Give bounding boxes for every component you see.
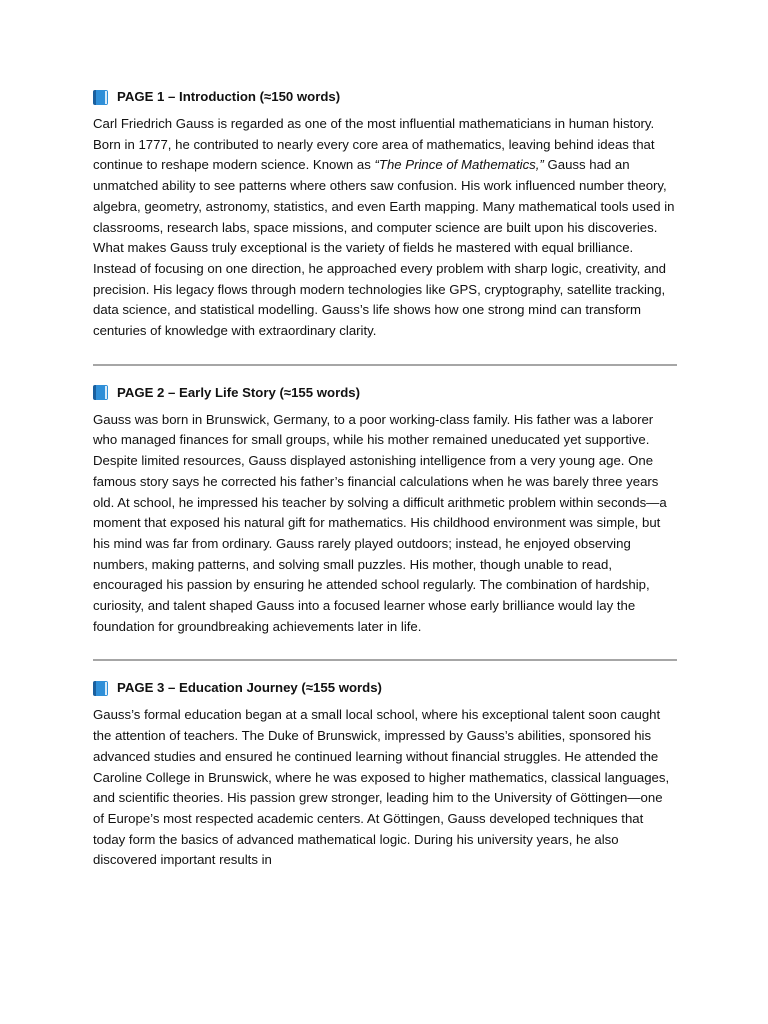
document-page [93,86,677,871]
section-paragraph [93,114,677,342]
blue-book-icon [93,385,108,400]
paragraph-text: Gauss had an unmatched ability to see patterns where others saw confusion. His work influenced number theory, algebra, geometry, astronomy, statistics, and even Earth mapping. Many mathematical tools used in classrooms, research labs, space missions, and computer science are built upon his discoveries. What makes Gauss truly exceptional is the variety of fields he mastered with equal brilliance. Instead of focusing on one direction, he approached every problem with sharp logic, creativity, and precision. His legacy flows through modern technologies like GPS, cryptography, satellite tracking, data science, and statistical modelling. Gauss’s life shows how one strong mind can transform centuries of knowledge with extraordinary clarity. [93,157,675,339]
blue-book-icon [93,90,108,105]
section-heading [93,382,677,404]
section-divider [93,364,677,366]
blue-book-icon [93,681,108,696]
section-heading-text: PAGE 1 – Introduction (≈150 words) [117,89,341,104]
section-education [93,677,677,871]
italic-quote: “The Prince of Mathematics,” [374,157,544,173]
paragraph-text: Carl Friedrich Gauss is regarded as one of the most influential mathematicians in human history. Born in 1777, he contributed to nearly every core area of mathematics, leaving behind ideas that continue to reshape modern science. Known as [93,116,655,173]
section-heading [93,677,677,699]
section-early-life [93,382,677,638]
section-heading-text: PAGE 3 – Education Journey (≈155 words) [117,680,382,696]
section-heading [93,86,677,108]
section-paragraph: Gauss’s formal education began at a small local school, where his exceptional talent soon caught the attention of teachers. The Duke of Brunswick, impressed by Gauss’s abilities, sponsored his advanced studies and ensured he continued learning without financial struggles. He attended the Caroline College in Brunswick, where he was exposed to higher mathematics, classical languages, and scientific theories. His passion grew stronger, leading him to the University of Göttingen—one of Europe’s most respected academic centers. At Göttingen, Gauss developed techniques that today form the basics of advanced mathematical logic. During his university years, he also discovered important results in [93,707,670,868]
section-heading-text: PAGE 2 – Early Life Story (≈155 words) [117,384,360,400]
section-introduction [93,86,677,342]
section-paragraph: Gauss was born in Brunswick, Germany, to a poor working-class family. His father was a laborer who managed finances for small groups, while his mother remained uneducated yet supportive. Despite limited resources, Gauss displayed astonishing intelligence from a very young age. One famous story says he corrected his father’s financial calculations when he was barely three years old. At school, he impressed his teacher by solving a difficult arithmetic problem within seconds—a moment that exposed his natural gift for mathematics. His childhood environment was simple, but his mind was far from ordinary. Gauss rarely played outdoors; instead, he enjoyed observing numbers, making patterns, and solving small puzzles. His mother, though unable to read, encouraged his passion by ensuring he attended school regularly. The combination of hardship, curiosity, and talent shaped Gauss into a focused learner whose early brilliance would lay the foundation for groundbreaking achievements later in life. [93,411,667,634]
section-divider [93,659,677,661]
